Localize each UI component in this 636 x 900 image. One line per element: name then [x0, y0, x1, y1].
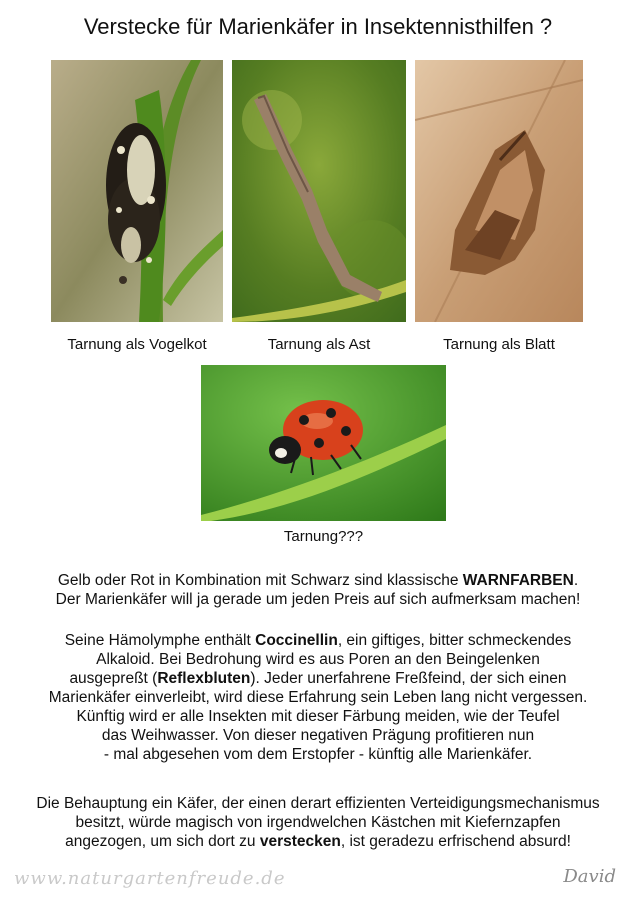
paragraph-coccinellin: [10, 631, 626, 764]
author-signature: David: [563, 866, 616, 887]
paragraph-warnfarben: [10, 571, 626, 609]
page-title: Verstecke für Marienkäfer in Insektennisthilfen ?: [83, 14, 553, 39]
text-line: Der Marienkäfer will ja gerade um jeden Preis auf sich aufmerksam machen!: [55, 591, 581, 608]
paragraph-behauptung: [10, 794, 626, 851]
caption-blatt: Tarnung als Blatt: [443, 336, 555, 353]
caption-vogelkot: Tarnung als Vogelkot: [67, 336, 207, 353]
caption-marienkaefer: Tarnung???: [283, 528, 364, 545]
caption-ast: Tarnung als Ast: [267, 336, 371, 353]
photo-ast: [232, 60, 406, 322]
text-line: Die Behauptung ein Käfer, der einen derart effizienten Verteidigungsmechanismus: [36, 795, 600, 812]
photo-blatt: [415, 60, 583, 322]
emphasis-warnfarben: WARNFARBEN: [462, 572, 574, 589]
photo-vogelkot: [51, 60, 223, 322]
text-line: - mal abgesehen vom dem Erstopfer - künftig alle Marienkäfer.: [103, 746, 533, 763]
website-watermark: www.naturgartenfreude.de: [14, 868, 286, 889]
emphasis-verstecken: verstecken: [259, 833, 341, 850]
text-line: ausgepreßt (Reflexbluten). Jeder unerfahrene Freßfeind, der sich einen: [69, 670, 567, 687]
text-line: angezogen, um sich dort zu verstecken, ist geradezu erfrischend absurd!: [65, 833, 571, 850]
text-line: besitzt, würde magisch von irgendwelchen Kästchen mit Kiefernzapfen: [75, 814, 561, 831]
text-line: Marienkäfer einverleibt, wird diese Erfahrung sein Leben lang nicht vergessen.: [48, 689, 588, 706]
emphasis-coccinellin: Coccinellin: [255, 632, 338, 649]
emphasis-reflexbluten: Reflexbluten: [157, 670, 251, 687]
text-line: das Weihwasser. Von dieser negativen Prägung profitieren nun: [101, 727, 535, 744]
photo-marienkaefer: [201, 365, 446, 521]
text-line: Gelb oder Rot in Kombination mit Schwarz sind klassische WARNFARBEN.: [57, 572, 579, 589]
text-line: Alkaloid. Bei Bedrohung wird es aus Poren an den Beingelenken: [96, 651, 540, 668]
text-line: Künftig wird er alle Insekten mit dieser Färbung meiden, wie der Teufel: [76, 708, 560, 725]
text-line: Seine Hämolymphe enthält Coccinellin, ein giftiges, bitter schmeckendes: [64, 632, 572, 649]
